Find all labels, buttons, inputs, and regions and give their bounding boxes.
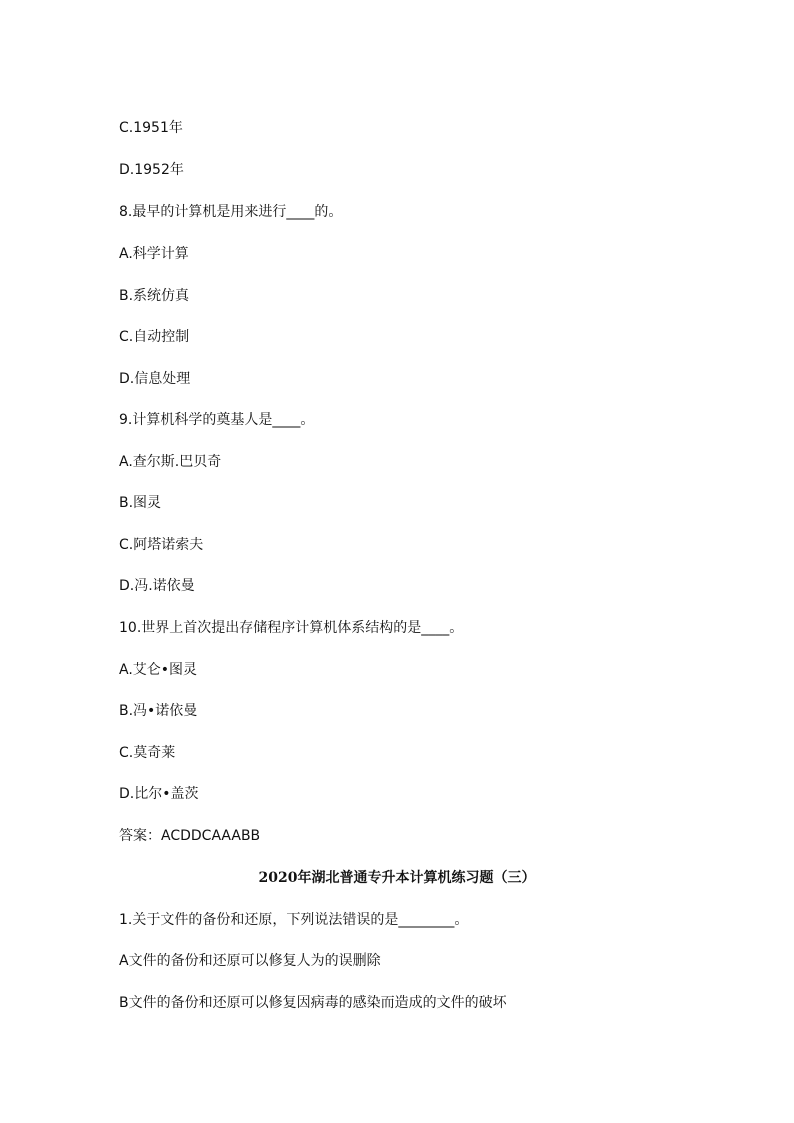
option-d-year: D.1952年 [119, 162, 184, 178]
question-8-option-d: D.信息处理 [119, 371, 191, 387]
question-8-option-a: A.科学计算 [119, 246, 189, 262]
question-9-option-d: D.冯.诺依曼 [119, 578, 195, 594]
question-8: 8.最早的计算机是用来进行____的。 [119, 204, 343, 220]
question-10: 10.世界上首次提出存储程序计算机体系结构的是____。 [119, 620, 464, 636]
question-9-option-a: A.查尔斯.巴贝奇 [119, 454, 222, 470]
question-10-option-a: A.艾仑•图灵 [119, 662, 198, 678]
question-9-option-b: B.图灵 [119, 495, 162, 511]
question-10-option-c: C.莫奇莱 [119, 745, 176, 761]
answer-key: 答案：ACDDCAAABB [119, 828, 261, 844]
question-8-option-c: C.自动控制 [119, 329, 190, 345]
option-c-year: C.1951年 [119, 120, 183, 136]
section-question-1-option-b: B文件的备份和还原可以修复因病毒的感染而造成的文件的破坏 [119, 995, 507, 1011]
question-10-option-d: D.比尔•盖茨 [119, 786, 199, 802]
question-9-option-c: C.阿塔诺索夫 [119, 537, 204, 553]
question-9: 9.计算机科学的奠基人是____。 [119, 412, 315, 428]
question-8-option-b: B.系统仿真 [119, 288, 190, 304]
question-10-option-b: B.冯•诺依曼 [119, 703, 198, 719]
section-title: 2020年湖北普通专升本计算机练习题（三） [258, 870, 536, 886]
section-question-1: 1.关于文件的备份和还原，下列说法错误的是________。 [119, 912, 469, 928]
section-question-1-option-a: A文件的备份和还原可以修复人为的误删除 [119, 953, 381, 969]
